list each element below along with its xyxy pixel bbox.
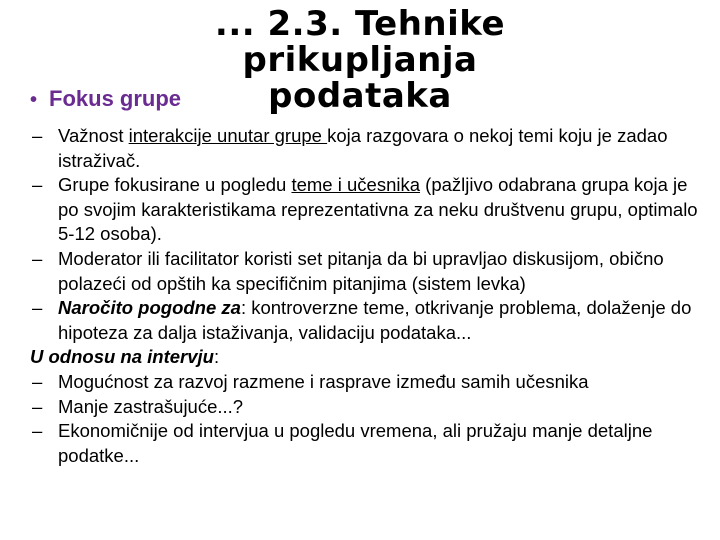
- item-text: Mogućnost za razvoj razmene i rasprave između samih učesnika: [58, 370, 589, 392]
- dash-icon: –: [32, 174, 43, 196]
- item-underlined: interakcije unutar grupe: [128, 125, 328, 146]
- item-text: Ekonomičnije od intervjua u pogledu vremena, ali pružaju manje detaljne podatke...: [58, 420, 653, 466]
- list-item: [28, 419, 708, 468]
- item-text: koja razgovara o nekoj temi koju je zadao istraživač.: [58, 125, 668, 171]
- list-item: [28, 395, 708, 420]
- item-underlined: teme i učesnika: [291, 174, 421, 196]
- list-item: [28, 296, 708, 345]
- list-item: [28, 370, 708, 395]
- subtitle-text: Fokus grupe: [49, 86, 182, 111]
- item-text: Moderator ili facilitator koristi set pitanja da bi upravljao diskusijom, obično polazeći od opštih ka specifičnim pitanjima (sistem levka): [58, 247, 664, 294]
- dash-icon: –: [32, 125, 43, 146]
- dash-icon: –: [32, 370, 43, 392]
- item-emphasis: Naročito pogodne za: [58, 297, 241, 319]
- item-text: Manje zastrašujuće...?: [58, 395, 244, 417]
- list-item: [28, 247, 708, 296]
- slide-body: [28, 124, 708, 468]
- title-line-1: ... 2.3. Tehnike prikupljanja: [214, 4, 506, 80]
- dash-icon: –: [32, 297, 43, 319]
- section-colon: :: [213, 346, 220, 368]
- item-text: (pažljivo odabrana grupa koja je po svojim karakteristikama reprezentativna za neku društvenu grupu, optimalo 5-12 osoba).: [58, 174, 698, 245]
- item-text: Grupe fokusirane u pogledu: [58, 174, 292, 196]
- section-heading: [28, 345, 708, 370]
- section-emphasis: U odnosu na intervju: [30, 346, 214, 368]
- dash-icon: –: [32, 247, 43, 269]
- item-text: Važnost: [58, 125, 129, 146]
- list-item: [28, 124, 708, 173]
- item-text: : kontroverzne teme, otkrivanje problema, dolaženje do hipoteza za dalja istaživanja, validaciju podataka...: [58, 297, 692, 343]
- title-line-2: podataka: [268, 76, 452, 116]
- bullet-icon: •: [30, 89, 38, 111]
- list-item: [28, 173, 708, 247]
- dash-icon: –: [32, 420, 43, 442]
- subtitle-bullet: [30, 86, 181, 112]
- dash-icon: –: [32, 395, 43, 417]
